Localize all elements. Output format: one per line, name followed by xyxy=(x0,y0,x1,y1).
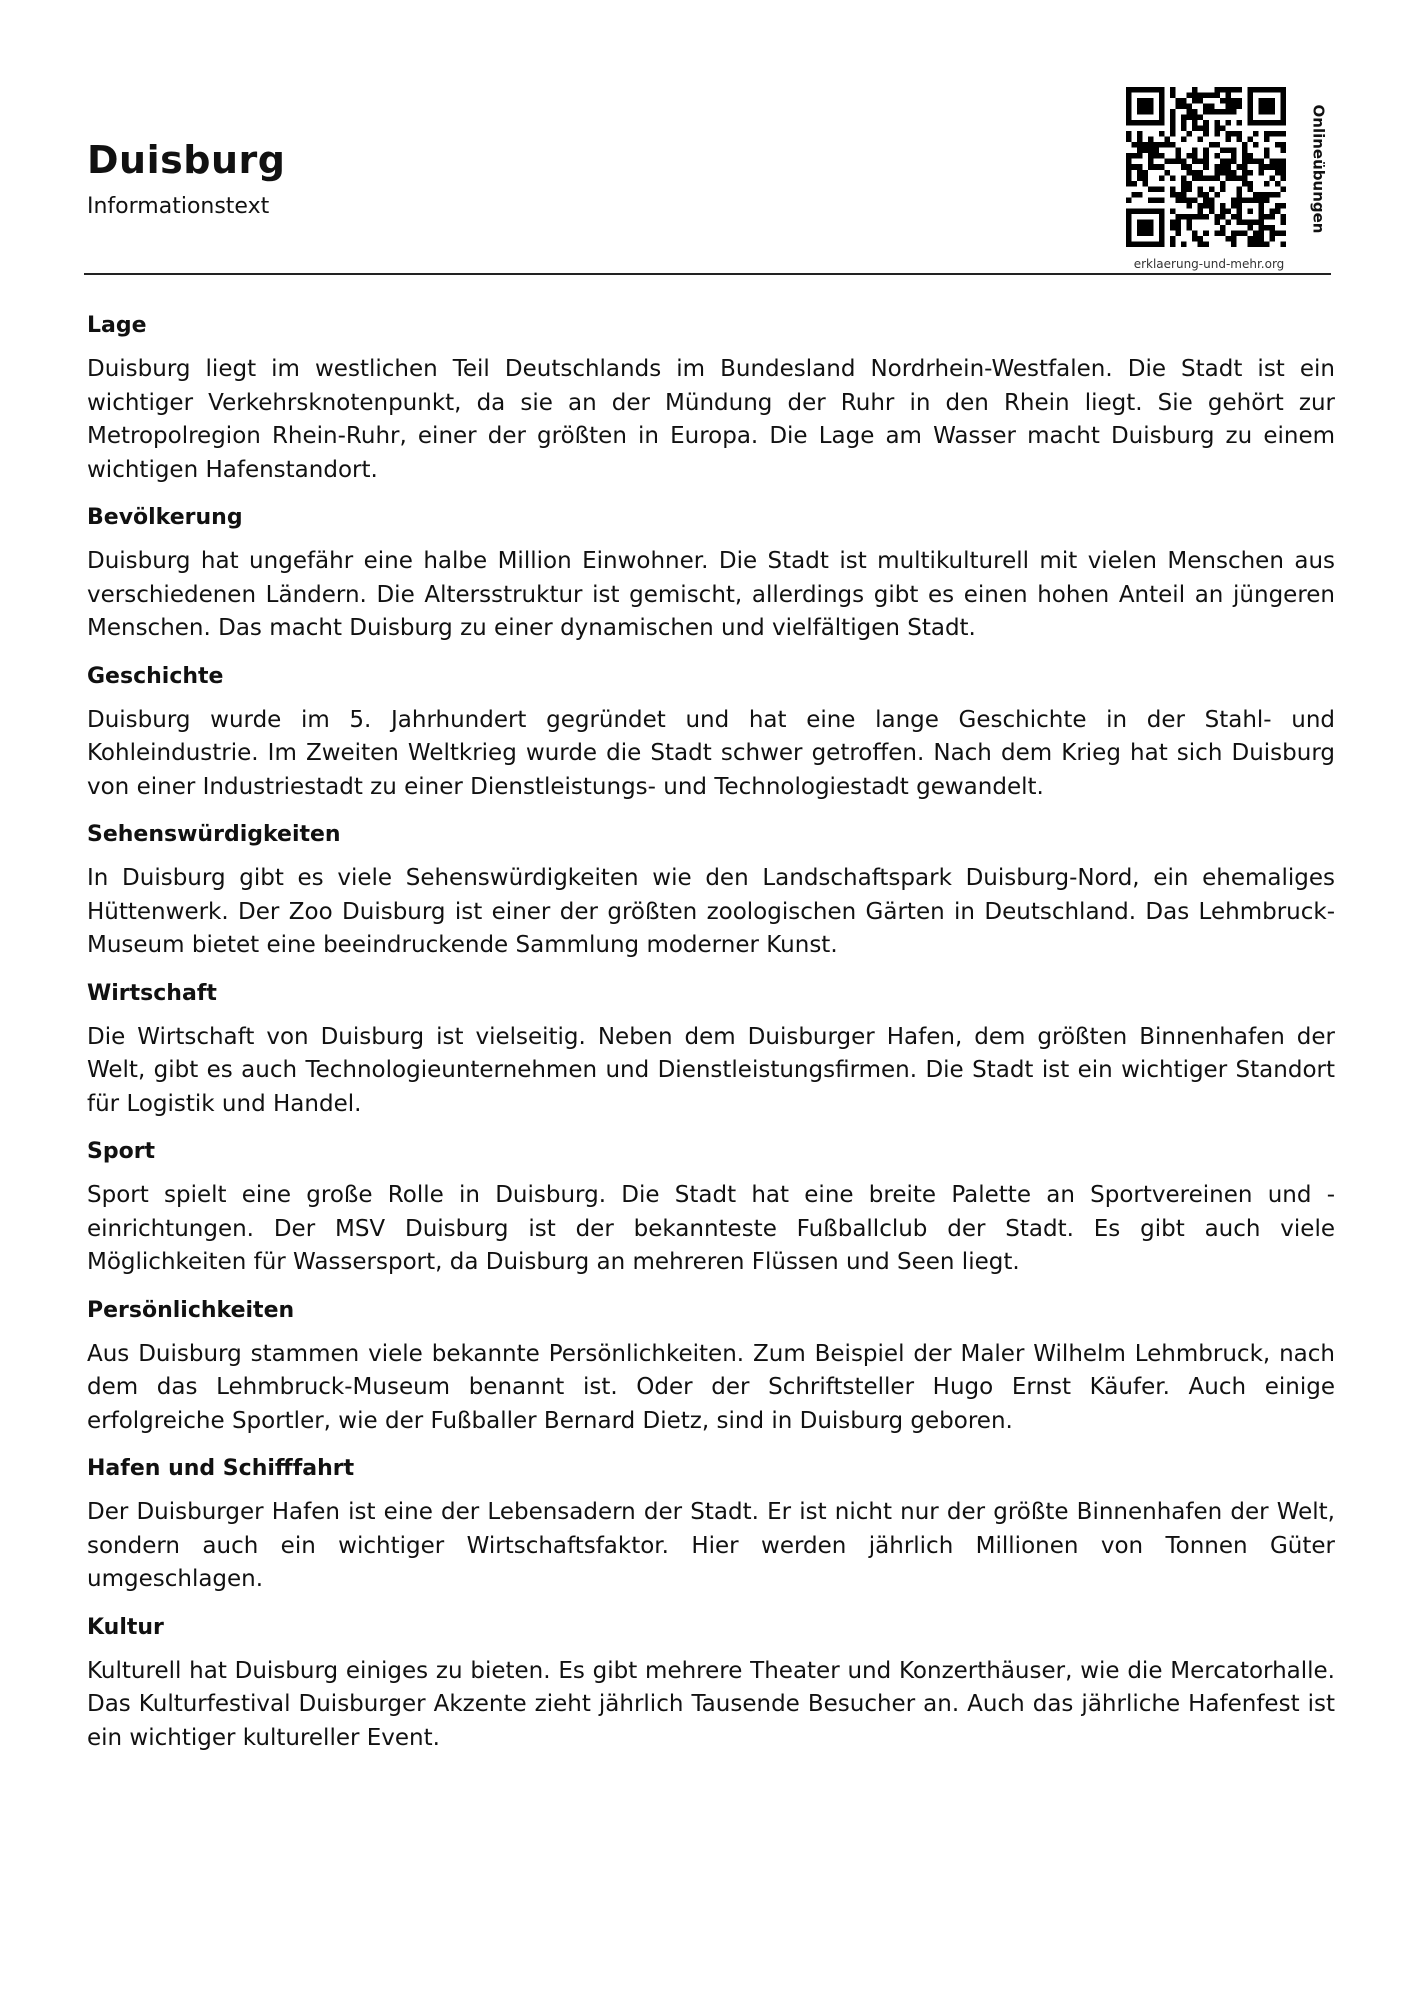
main-content xyxy=(87,313,1335,1773)
section-heading: Kultur xyxy=(87,1614,164,1640)
section-text: Sport spielt eine große Rolle in Duisburg. Die Stadt hat eine breite Palette an Sportvereinen und -einrichtungen. Der MSV Duisburg ist der bekannteste Fußballclub der Stadt. Es gibt auch viele Möglichkeiten für Wassersport, da Duisburg an mehreren Flüssen und Seen liegt. xyxy=(87,1182,1335,1275)
section-text: Der Duisburger Hafen ist eine der Lebensadern der Stadt. Er ist nicht nur der größte Binnenhafen der Welt, sondern auch ein wichtiger Wirtschaftsfaktor. Hier werden jährlich Millionen von Tonnen Güter umgeschlagen. xyxy=(87,1499,1335,1592)
section-heading: Wirtschaft xyxy=(87,980,217,1006)
page-subtitle: Informationstext xyxy=(87,194,270,219)
qr-side-label: Onlineübungen xyxy=(1309,104,1327,234)
section-heading: Sport xyxy=(87,1139,156,1164)
section-bevoelkerung xyxy=(87,505,1335,646)
section-heading: Geschichte xyxy=(87,663,224,689)
section-text: Die Wirtschaft von Duisburg ist vielseitig. Neben dem Duisburger Hafen, dem größten Binnenhafen der Welt, gibt es auch Technologieunternehmen und Dienstleistungsfirmen. Die Stadt ist ein wichtiger Standort für Logistik und Handel. xyxy=(87,1023,1335,1117)
section-heading: Hafen und Schifffahrt xyxy=(87,1456,355,1481)
section-hafen-und-schifffahrt xyxy=(87,1456,1335,1597)
section-text: Duisburg wurde im 5. Jahrhundert gegründet und hat eine lange Geschichte in der Stahl- und Kohleindustrie. Im Zweiten Weltkrieg wurde die Stadt schwer getroffen. Nach dem Krieg hat sich Duisburg von einer Industriestadt zu einer Dienstleistungs- und Technologiestadt gewandelt. xyxy=(87,706,1335,800)
section-text: Duisburg hat ungefähr eine halbe Million Einwohner. Die Stadt ist multikulturell mit vielen Menschen aus verschiedenen Ländern. Die Altersstruktur ist gemischt, allerdings gibt es einen hohen Anteil an jüngeren Menschen. Das macht Duisburg zu einer dynamischen und vielfältigen Stadt. xyxy=(87,548,1335,641)
section-persoenlichkeiten xyxy=(87,1298,1335,1439)
section-text: Kulturell hat Duisburg einiges zu bieten. Es gibt mehrere Theater und Konzerthäuser, wie die Mercatorhalle. Das Kulturfestival Duisburger Akzente zieht jährlich Tausende Besucher an. Auch das jährliche Hafenfest ist ein wichtiger kultureller Event. xyxy=(87,1657,1335,1751)
section-text: In Duisburg gibt es viele Sehenswürdigkeiten wie den Landschaftspark Duisburg-Nord, ein ehemaliges Hüttenwerk. Der Zoo Duisburg ist einer der größten zoologischen Gärten in Deutschland. Das Lehmbruck-Museum bietet eine beeindruckende Sammlung moderner Kunst. xyxy=(87,865,1335,958)
section-geschichte xyxy=(87,664,1335,805)
section-sehenswuerdigkeiten xyxy=(87,822,1335,963)
section-heading: Bevölkerung xyxy=(87,505,243,530)
section-heading: Sehenswürdigkeiten xyxy=(87,822,341,847)
section-kultur xyxy=(87,1615,1335,1756)
header-divider xyxy=(84,273,1331,275)
section-text: Aus Duisburg stammen viele bekannte Persönlichkeiten. Zum Beispiel der Maler Wilhelm Lehmbruck, nach dem das Lehmbruck-Museum benannt ist. Oder der Schriftsteller Hugo Ernst Käufer. Auch einige erfolgreiche Sportler, wie der Fußballer Bernard Dietz, sind in Duisburg geboren. xyxy=(87,1340,1335,1434)
section-sport xyxy=(87,1139,1335,1280)
section-lage xyxy=(87,313,1335,487)
section-text: Duisburg liegt im westlichen Teil Deutschlands im Bundesland Nordrhein-Westfalen. Die Stadt ist ein wichtiger Verkehrsknotenpunkt, da sie an der Mündung der Ruhr in den Rhein liegt. Sie gehört zur Metropolregion Rhein-Ruhr, einer der größten in Europa. Die Lage am Wasser macht Duisburg zu einem wichtigen Hafenstandort. xyxy=(87,356,1335,483)
qr-code-icon[interactable] xyxy=(1126,87,1286,247)
section-heading: Persönlichkeiten xyxy=(87,1297,295,1323)
page-title: Duisburg xyxy=(87,138,286,182)
section-wirtschaft xyxy=(87,981,1335,1122)
qr-caption[interactable]: erklaerung-und-mehr.org xyxy=(1133,257,1285,271)
section-heading: Lage xyxy=(87,313,147,338)
